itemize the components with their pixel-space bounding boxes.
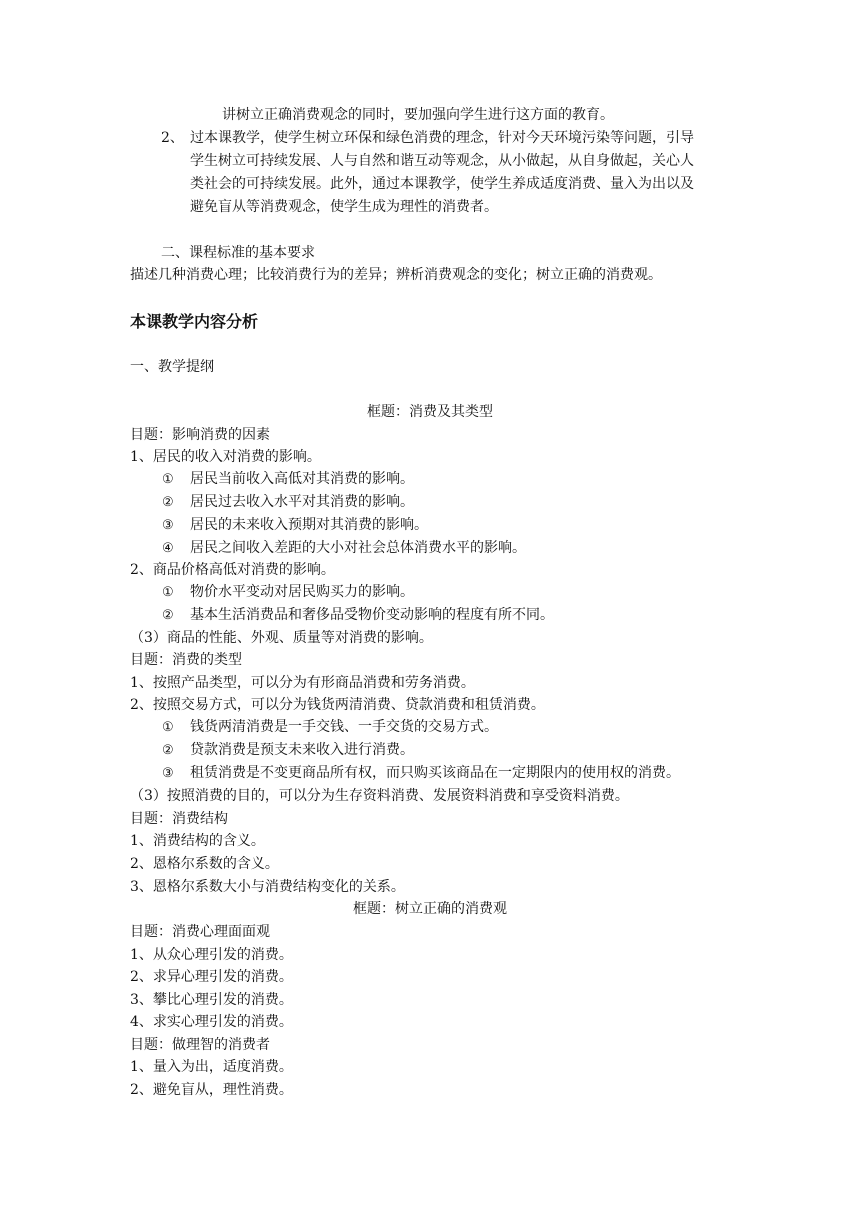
outline-point: 3、攀比心理引发的消费。 — [130, 992, 293, 1008]
item-text: 居民的未来收入预期对其消费的影响。 — [190, 517, 428, 533]
topic-title: 目题：做理智的消费者 — [130, 1037, 270, 1053]
topic-title: 目题：影响消费的因素 — [130, 427, 270, 443]
outline-title: 一、教学提纲 — [130, 359, 214, 375]
outline-point: 2、求异心理引发的消费。 — [130, 969, 293, 985]
outline-point: 2、避免盲从，理性消费。 — [130, 1082, 293, 1098]
intro-item-line: 学生树立可持续发展、人与自然和谐互动等观念，从小做起，从自身做起，关心人 — [190, 153, 694, 169]
item-text: 居民当前收入高低对其消费的影响。 — [190, 471, 414, 487]
list-item — [162, 468, 414, 490]
outline-point: （3）商品的性能、外观、质量等对消费的影响。 — [130, 630, 433, 646]
item-mark: ① — [162, 585, 174, 600]
item-text: 物价水平变动对居民购买力的影响。 — [190, 584, 414, 600]
outline-point: 1、消费结构的含义。 — [130, 833, 265, 849]
item-text: 贷款消费是预支未来收入进行消费。 — [190, 742, 414, 758]
intro-item-number: 2、 — [161, 130, 184, 146]
list-item — [162, 491, 414, 513]
item-mark: ① — [162, 720, 174, 735]
item-text: 居民过去收入水平对其消费的影响。 — [190, 494, 414, 510]
outline-point: 2、恩格尔系数的含义。 — [130, 856, 279, 872]
section-title: 二、课程标准的基本要求 — [161, 245, 315, 261]
outline-point: 3、恩格尔系数大小与消费结构变化的关系。 — [130, 879, 405, 895]
outline-point: 1、居民的收入对消费的影响。 — [130, 449, 321, 465]
list-item — [162, 514, 428, 536]
list-item — [162, 762, 680, 784]
outline-point: 2、按照交易方式，可以分为钱货两清消费、贷款消费和租赁消费。 — [130, 697, 545, 713]
item-mark: ④ — [162, 541, 174, 556]
outline-point: 1、从众心理引发的消费。 — [130, 947, 293, 963]
item-mark: ① — [162, 472, 174, 487]
topic-title: 目题：消费结构 — [130, 811, 228, 827]
intro-item-line: 类社会的可持续发展。此外，通过本课教学，使学生养成适度消费、量入为出以及 — [190, 176, 694, 192]
outline-point: 2、商品价格高低对消费的影响。 — [130, 562, 335, 578]
item-text: 居民之间收入差距的大小对社会总体消费水平的影响。 — [190, 540, 526, 556]
outline-point: （3）按照消费的目的，可以分为生存资料消费、发展资料消费和享受资料消费。 — [130, 788, 629, 804]
item-mark: ③ — [162, 766, 174, 781]
item-mark: ③ — [162, 518, 174, 533]
list-item — [162, 716, 498, 738]
item-mark: ② — [162, 608, 174, 623]
frame-title: 框题：消费及其类型 — [367, 404, 493, 420]
list-item — [162, 604, 554, 626]
frame-title: 框题：树立正确的消费观 — [353, 901, 507, 917]
outline-point: 1、按照产品类型，可以分为有形商品消费和劳务消费。 — [130, 675, 475, 691]
topic-title: 目题：消费心理面面观 — [130, 924, 270, 940]
page-heading: 本课教学内容分析 — [130, 312, 259, 331]
topic-title: 目题：消费的类型 — [130, 652, 242, 668]
intro-item-line: 过本课教学，使学生树立环保和绿色消费的理念，针对今天环境污染等问题，引导 — [190, 130, 694, 146]
item-text: 租赁消费是不变更商品所有权，而只购买该商品在一定期限内的使用权的消费。 — [190, 765, 680, 781]
intro-item-line: 避免盲从等消费观念，使学生成为理性的消费者。 — [190, 199, 498, 215]
item-text: 基本生活消费品和奢侈品受物价变动影响的程度有所不同。 — [190, 607, 554, 623]
list-item — [162, 581, 414, 603]
outline-point: 1、量入为出，适度消费。 — [130, 1059, 293, 1075]
list-item — [162, 537, 526, 559]
list-item — [162, 739, 414, 761]
item-text: 钱货两清消费是一手交钱、一手交货的交易方式。 — [190, 719, 498, 735]
item-mark: ② — [162, 743, 174, 758]
outline-point: 4、求实心理引发的消费。 — [130, 1014, 293, 1030]
section-body: 描述几种消费心理；比较消费行为的差异；辨析消费观念的变化；树立正确的消费观。 — [130, 267, 662, 283]
item-mark: ② — [162, 495, 174, 510]
intro-line: 讲树立正确消费观念的同时，要加强向学生进行这方面的教育。 — [222, 107, 614, 123]
